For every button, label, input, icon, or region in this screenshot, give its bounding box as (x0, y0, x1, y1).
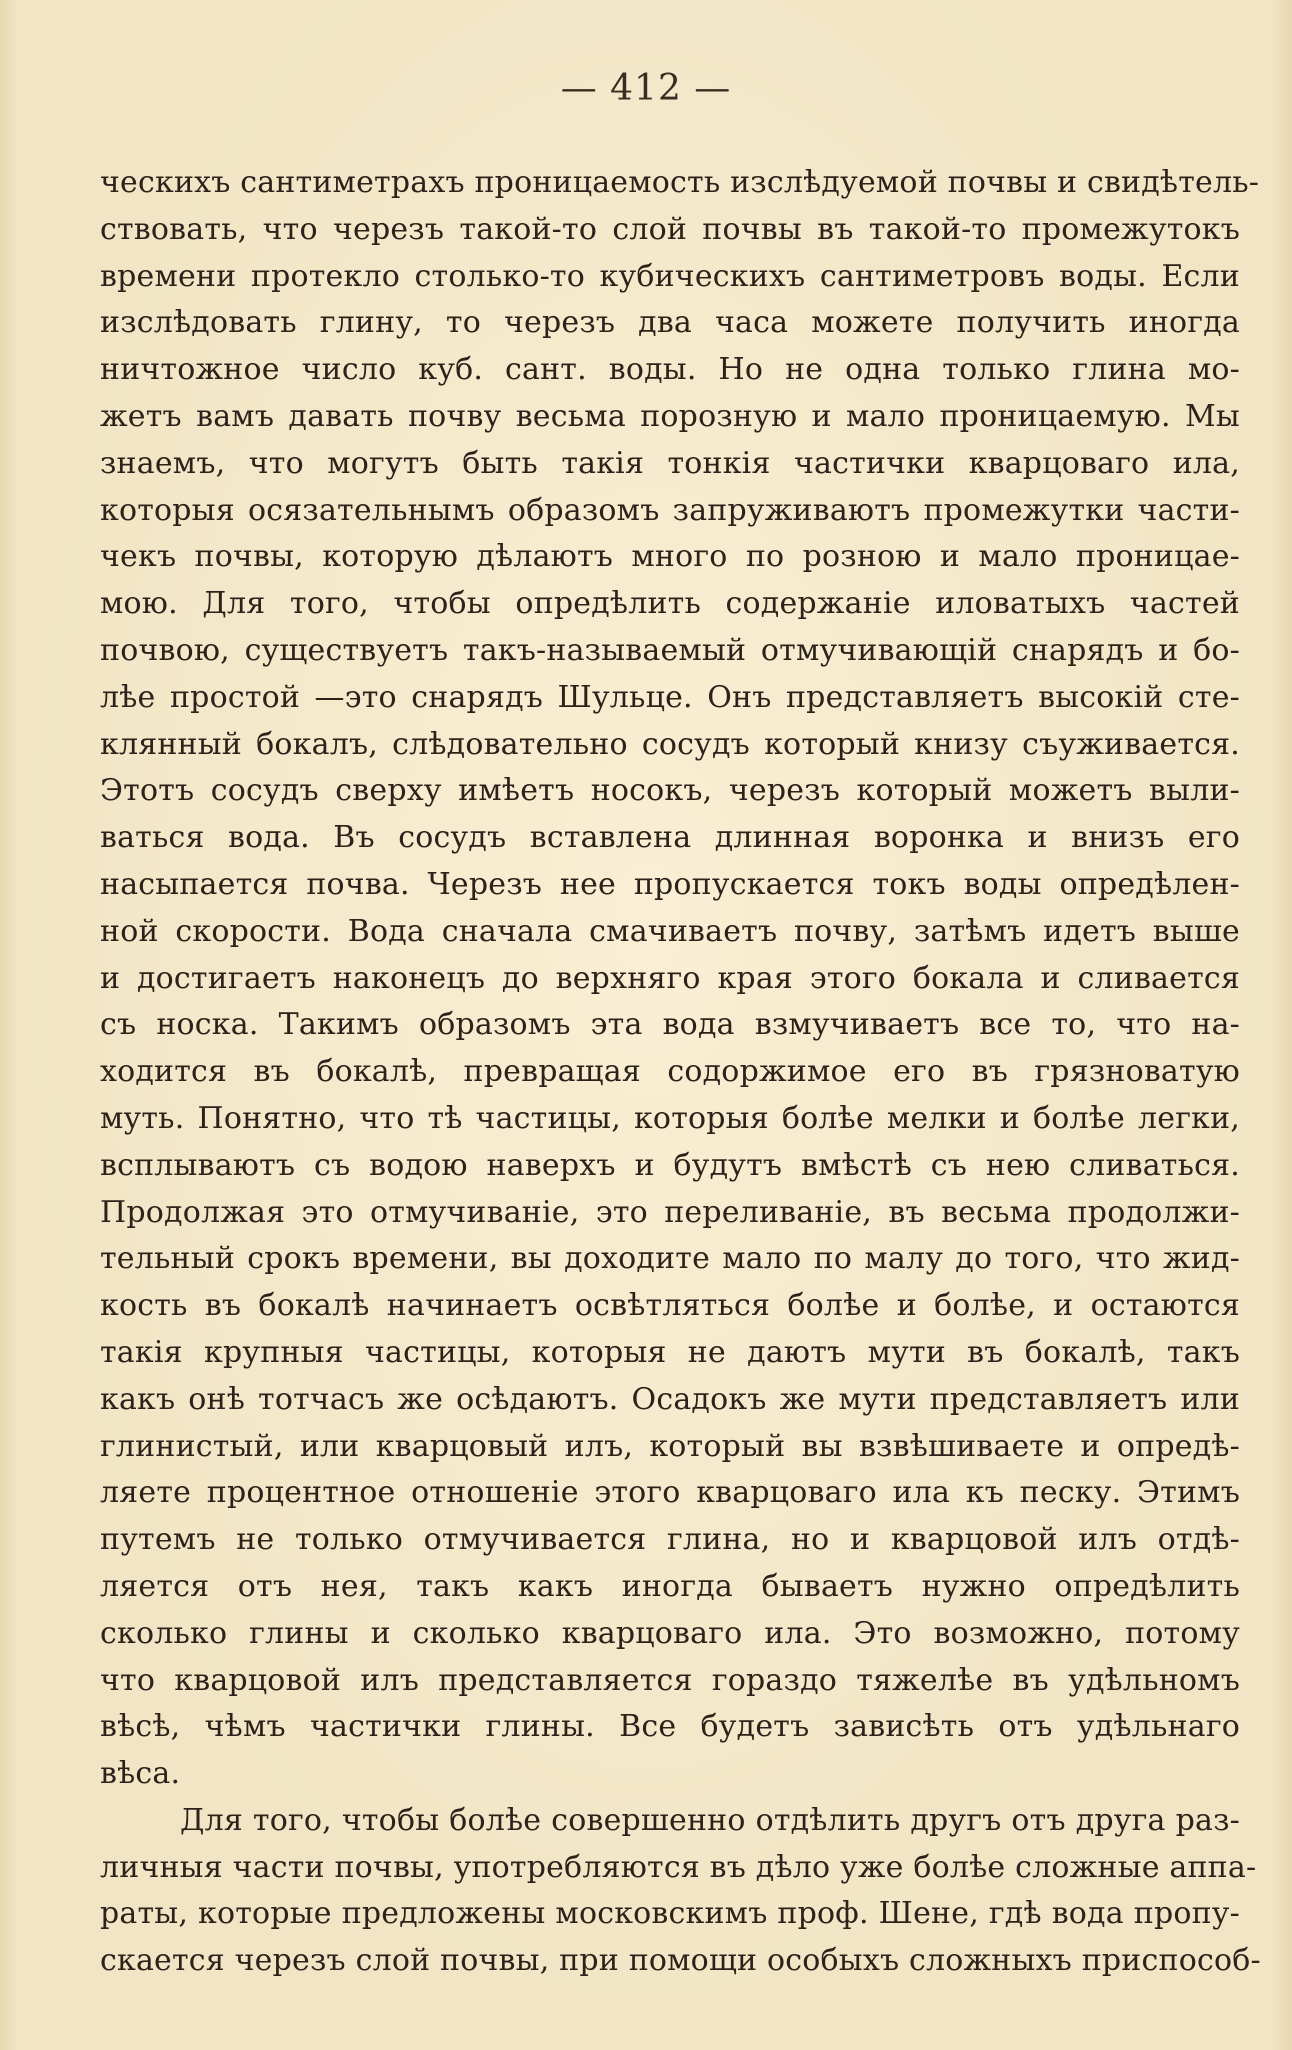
text-line: мою. Для того, чтобы опредѣлить содержаніе иловатыхъ частей (100, 586, 1240, 622)
text-line: скается черезъ слой почвы, при помощи особыхъ сложныхъ приспособ- (100, 1943, 1261, 1979)
text-line: муть. Понятно, что тѣ частицы, которыя болѣе мелки и болѣе легки, (100, 1100, 1240, 1136)
text-line: насыпается почва. Черезъ нее пропускается токъ воды опредѣлен- (100, 866, 1240, 902)
text-line: чекъ почвы, которую дѣлаютъ много по розною и мало проницае- (100, 539, 1240, 575)
text-line: которыя осязательнымъ образомъ запруживаютъ промежутки части- (100, 492, 1240, 528)
text-line: и достигаетъ наконецъ до верхняго края этого бокала и сливается (100, 960, 1240, 996)
body-text (100, 160, 1261, 1985)
text-line: изслѣдовать глину, то черезъ два часа можете получить иногда (100, 305, 1240, 341)
text-line: вѣсѣ, чѣмъ частички глины. Все будетъ зависѣть отъ удѣльнаго (100, 1709, 1240, 1745)
text-line: ваться вода. Въ сосудъ вставлена длинная воронка и внизъ его (100, 820, 1240, 856)
text-line: личныя части почвы, употребляются въ дѣло уже болѣе сложные аппа- (100, 1849, 1257, 1885)
text-line: раты, которые предложены московскимъ проф. Шене, гдѣ вода пропу- (100, 1896, 1240, 1932)
text-line: глинистый, или кварцовый илъ, который вы взвѣшиваете и опредѣ- (100, 1428, 1240, 1464)
text-line-paragraph-start: Для того, чтобы болѣе совершенно отдѣлить другъ отъ друга раз- (180, 1802, 1240, 1838)
text-line: такія крупныя частицы, которыя не даютъ мути въ бокалѣ, такъ (100, 1334, 1240, 1370)
text-line: Продолжая это отмучиваніе, это переливаніе, въ весьма продолжи- (100, 1194, 1240, 1230)
text-line: съ носка. Такимъ образомъ эта вода взмучиваетъ все то, что на- (100, 1007, 1240, 1043)
text-line: всплываютъ съ водою наверхъ и будутъ вмѣстѣ съ нею сливаться. (100, 1147, 1240, 1183)
text-line: времени протекло столько-то кубическихъ сантиметровъ воды. Если (100, 258, 1240, 294)
text-line: кость въ бокалѣ начинаетъ освѣтляться болѣе и болѣе, и остаются (100, 1288, 1240, 1324)
text-line: знаемъ, что могутъ быть такія тонкія частички кварцоваго ила, (100, 445, 1240, 481)
text-line: почвою, существуетъ такъ-называемый отмучивающій снарядъ и бо- (100, 632, 1240, 668)
text-line: сколько глины и сколько кварцоваго ила. Это возможно, потому (100, 1615, 1240, 1651)
text-line: ляете процентное отношеніе этого кварцоваго ила къ песку. Этимъ (100, 1475, 1240, 1511)
text-line: ходится въ бокалѣ, превращая содоржимое его въ грязноватую (100, 1054, 1240, 1090)
text-line: жетъ вамъ давать почву весьма порозную и мало проницаемую. Мы (100, 398, 1240, 434)
text-line: ляется отъ нея, такъ какъ иногда бываетъ нужно опредѣлить (100, 1568, 1240, 1604)
text-line: ческихъ сантиметрахъ проницаемость изслѣдуемой почвы и свидѣтель- (100, 165, 1260, 200)
text-line: тельный срокъ времени, вы доходите мало по малу до того, что жид- (100, 1241, 1240, 1277)
text-line: клянный бокалъ, слѣдовательно сосудъ который книзу съуживается. (100, 726, 1240, 762)
text-line: ничтожное число куб. сант. воды. Но не одна только глина мо- (100, 352, 1240, 388)
text-line: что кварцовой илъ представляется гораздо тяжелѣе въ удѣльномъ (100, 1662, 1240, 1698)
text-line-paragraph-end: вѣса. (100, 1756, 181, 1792)
text-line: какъ онѣ тотчасъ же осѣдаютъ. Осадокъ же мути представляетъ или (100, 1381, 1240, 1417)
text-line: ствовать, что черезъ такой-то слой почвы въ такой-то промежутокъ (100, 211, 1240, 247)
text-line: путемъ не только отмучивается глина, но и кварцовой илъ отдѣ- (100, 1522, 1240, 1558)
text-line: ной скорости. Вода сначала смачиваетъ почву, затѣмъ идетъ выше (100, 913, 1240, 949)
page-number: — 412 — (560, 68, 732, 109)
text-line: Этотъ сосудъ сверху имѣетъ носокъ, черезъ который можетъ выли- (100, 773, 1240, 809)
text-line: лѣе простой —это снарядъ Шульце. Онъ представляетъ высокій сте- (100, 679, 1240, 715)
